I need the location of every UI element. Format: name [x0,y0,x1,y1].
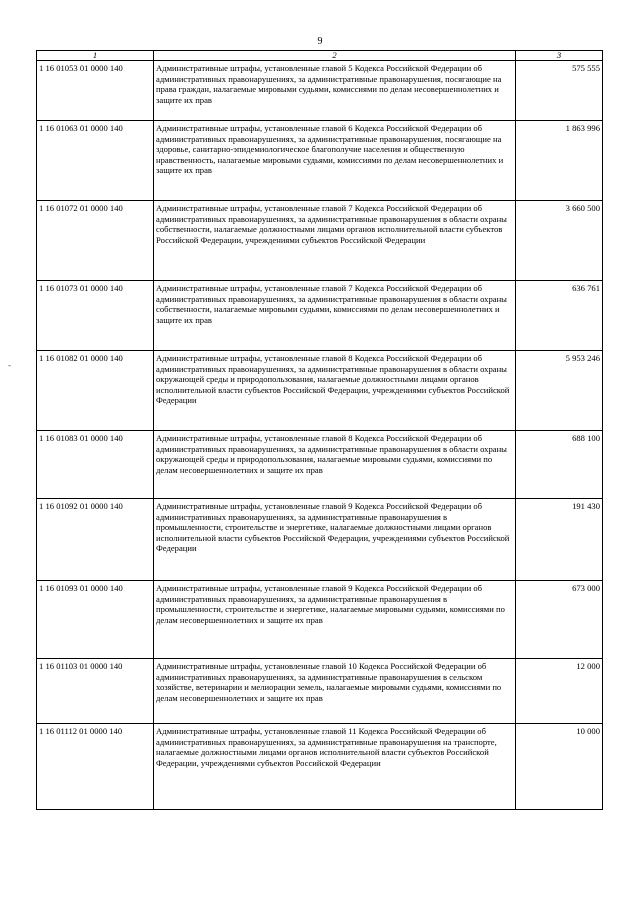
row-description: Административные штрафы, установленные главой 5 Кодекса Российской Федерации об административных правонарушениях, за административные правонарушения, посягающие на права граждан, налагаемые мировыми судьями, комиссиями по делам несовершеннолетних и защите их прав [154,61,516,121]
column-header-description: 2 [154,51,516,61]
row-description: Административные штрафы, установленные главой 7 Кодекса Российской Федерации об административных правонарушениях, за административные правонарушения в области охраны собственности, налагаемые должностными лицами органов исполнительной власти субъектов Российской Федерации, учреждениями субъектов Российской Федерации [154,201,516,281]
row-description: Административные штрафы, установленные главой 7 Кодекса Российской Федерации об административных правонарушениях, за административные правонарушения в области охраны собственности, налагаемые мировыми судьями, комиссиями по делам несовершеннолетних и защите их прав [154,281,516,351]
row-amount: 575 555 [516,61,603,121]
row-code: 1 16 01092 01 0000 140 [37,499,154,581]
table-row [37,121,603,201]
row-code: 1 16 01072 01 0000 140 [37,201,154,281]
row-amount: 10 000 [516,724,603,810]
column-header-amount: 3 [516,51,603,61]
row-description: Административные штрафы, установленные главой 9 Кодекса Российской Федерации об административных правонарушениях, за административные правонарушения в промышленности, строительстве и энергетике, налагаемые должностными лицами органов исполнительной власти субъектов Российской Федерации, учреждениями субъектов Российской Федерации [154,499,516,581]
row-amount: 191 430 [516,499,603,581]
table-row [37,724,603,810]
row-code: 1 16 01082 01 0000 140 [37,351,154,431]
table-row [37,351,603,431]
row-description: Административные штрафы, установленные главой 8 Кодекса Российской Федерации об административных правонарушениях, за административные правонарушения в области охраны окружающей среды и природопользования, налагаемые должностными лицами органов исполнительной власти субъектов Российской Федерации, учреждениями субъектов Российской Федерации [154,351,516,431]
row-description: Административные штрафы, установленные главой 11 Кодекса Российской Федерации об административных правонарушениях, за административные правонарушения на транспорте, налагаемые должностными лицами органов исполнительной власти субъектов Российской Федерации, учреждениями субъектов Российской Федерации [154,724,516,810]
row-amount: 12 000 [516,659,603,724]
row-description: Административные штрафы, установленные главой 9 Кодекса Российской Федерации об административных правонарушениях, за административные правонарушения в промышленности, строительстве и энергетике, налагаемые мировыми судьями, комиссиями по делам несовершеннолетних и защите их прав [154,581,516,659]
table-row [37,499,603,581]
margin-mark: - [8,360,11,370]
table-row [37,281,603,351]
table-row [37,431,603,499]
row-amount: 636 761 [516,281,603,351]
row-amount: 3 660 500 [516,201,603,281]
row-amount: 5 953 246 [516,351,603,431]
row-code: 1 16 01073 01 0000 140 [37,281,154,351]
table-row [37,61,603,121]
row-amount: 688 100 [516,431,603,499]
row-code: 1 16 01083 01 0000 140 [37,431,154,499]
row-code: 1 16 01103 01 0000 140 [37,659,154,724]
table-row [37,201,603,281]
row-description: Административные штрафы, установленные главой 6 Кодекса Российской Федерации об административных правонарушениях, за административные правонарушения, посягающие на здоровье, санитарно-эпидемиологическое благополучие населения и общественную нравственность, налагаемые мировыми судьями, комиссиями по делам несовершеннолетних и защите их прав [154,121,516,201]
table-row [37,659,603,724]
row-code: 1 16 01112 01 0000 140 [37,724,154,810]
row-code: 1 16 01063 01 0000 140 [37,121,154,201]
row-code: 1 16 01053 01 0000 140 [37,61,154,121]
row-amount: 673 000 [516,581,603,659]
revenue-table [36,50,603,810]
table-row [37,581,603,659]
row-description: Административные штрафы, установленные главой 8 Кодекса Российской Федерации об административных правонарушениях, за административные правонарушения в области охраны окружающей среды и природопользования, налагаемые мировыми судьями, комиссиями по делам несовершеннолетних и защите их прав [154,431,516,499]
table-header-row [37,51,603,61]
page-number: 9 [317,36,323,47]
row-amount: 1 863 996 [516,121,603,201]
row-code: 1 16 01093 01 0000 140 [37,581,154,659]
column-header-code: 1 [37,51,154,61]
row-description: Административные штрафы, установленные главой 10 Кодекса Российской Федерации об административных правонарушениях, за административные правонарушения в сельском хозяйстве, ветеринарии и мелиорации земель, налагаемые мировыми судьями, комиссиями по делам несовершеннолетних и защите их прав [154,659,516,724]
